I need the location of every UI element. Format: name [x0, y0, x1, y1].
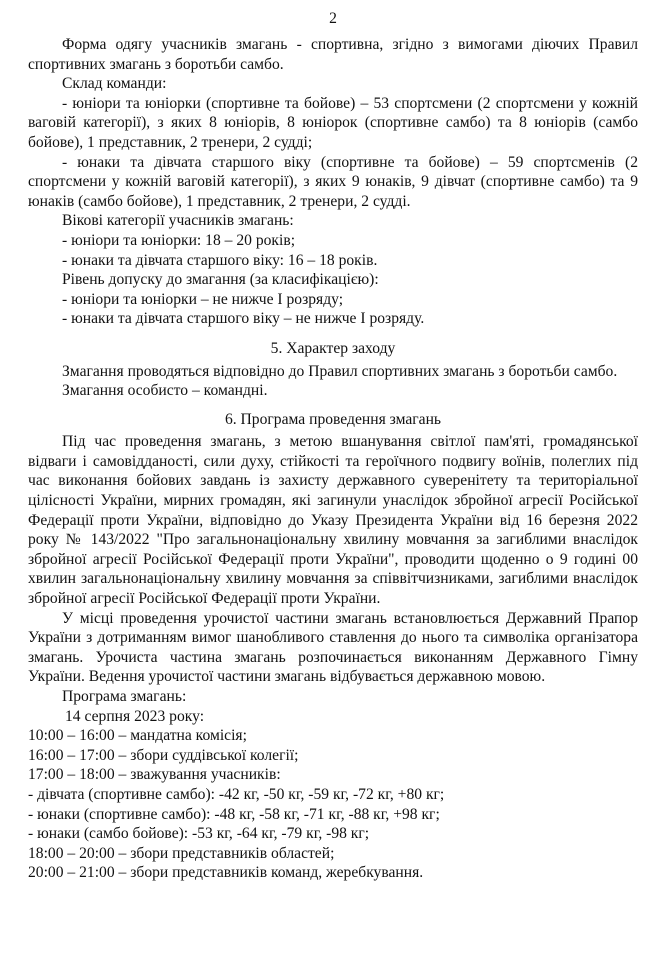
schedule-list: [28, 726, 638, 883]
weight-category-item: - юнаки (самбо бойове): -53 кг, -64 кг, -79 кг, -98 кг;: [28, 825, 370, 843]
team-label: Склад команди:: [62, 75, 167, 93]
schedule-item: 10:00 – 16:00 – мандатна комісія;: [28, 727, 247, 745]
weight-category-item: - дівчата (спортивне самбо): -42 кг, -50 кг, -59 кг, -72 кг, +80 кг;: [28, 785, 445, 803]
page-number: 2: [329, 10, 337, 27]
section-6-paragraph: Під час проведення змагань, з метою вшанування світлої пам'яті, громадянської відваги і самовідданості, сили духу, стійкості та героїчного подвигу воїнів, полеглих під час виконання бойових завдань із захисту державного суверенітету та територіальної цілісності України, мирних громадян, які загинули унаслідок збройної агресії Російської Федерації проти України, відповідно до Указу Президента України від 16 березня 2022 року № 143/2022 "Про загальнонаціональну хвилину мовчання за загиблими внаслідок збройної агресії Російської Федерації проти України", проводити щоденно о 9 годині 00 хвилин загальнонаціональну хвилину мовчання за співвітчизниками, загиблими внаслідок збройної агресії Російської Федерації проти України.: [28, 433, 638, 608]
section-6-heading: 6. Програма проведення змагань: [224, 410, 442, 428]
age-label: Вікові категорії учасників змагань:: [62, 212, 294, 230]
level-item: - юнаки та дівчата старшого віку – не нижче І розряду.: [62, 310, 425, 328]
schedule-item: 16:00 – 17:00 – збори суддівської колегії;: [28, 746, 299, 764]
team-item: - юніори та юніорки (спортивне та бойове) – 53 спортсмени (2 спортсмени у кожній ваговій категорії), з яких 8 юніорів, 8 юніорок (спортивне самбо) та 8 юніорів (самбо бойове), 1 представник, 2 тренери, 2 судді;: [28, 94, 638, 151]
schedule-item: 17:00 – 18:00 – зважування учасників:: [28, 766, 281, 784]
weight-category-item: - юнаки (спортивне самбо): -48 кг, -58 кг, -71 кг, -88 кг, +98 кг;: [28, 805, 440, 823]
level-item: - юніори та юніорки – не нижче І розряду;: [62, 290, 344, 308]
section-5-paragraph: Змагання проводяться відповідно до Правил спортивних змагань з боротьби самбо.: [62, 362, 618, 380]
section-6-paragraph: У місці проведення урочистої частини змагань встановлюється Державний Прапор України з дотриманням вимог шанобливого ставлення до нього та символіка організатора змагань. Урочиста частина змагань розпочинається виконанням Державного Гімну України. Ведення урочистої частини змагань відбувається державною мовою.: [28, 609, 638, 686]
uniform-paragraph: Форма одягу учасників змагань - спортивна, згідно з вимогами діючих Правил спортивних змагань з боротьби самбо.: [28, 36, 638, 73]
program-label: Програма змагань:: [62, 688, 187, 705]
section-5-heading: 5. Характер заходу: [270, 339, 396, 357]
level-label: Рівень допуску до змагання (за класифікацією):: [62, 271, 379, 289]
team-item: - юнаки та дівчата старшого віку (спортивне та бойове) – 59 спортсменів (2 спортсмени у кожній ваговій категорії), з яких 9 юнаків, 9 дівчат (спортивне самбо) та 9 юнаків (самбо бойове), 1 представник, 2 тренери, 2 судді.: [28, 153, 638, 210]
document-page: [28, 0, 638, 883]
program-date: 14 серпня 2023 року:: [65, 707, 205, 725]
schedule-item: 20:00 – 21:00 – збори представників команд, жеребкування.: [28, 864, 424, 882]
age-item: - юнаки та дівчата старшого віку: 16 – 18 років.: [62, 251, 378, 269]
schedule-item: 18:00 – 20:00 – збори представників областей;: [28, 844, 335, 862]
age-item: - юніори та юніорки: 18 – 20 років;: [62, 231, 296, 249]
section-5-paragraph: Змагання особисто – командні.: [62, 382, 268, 400]
